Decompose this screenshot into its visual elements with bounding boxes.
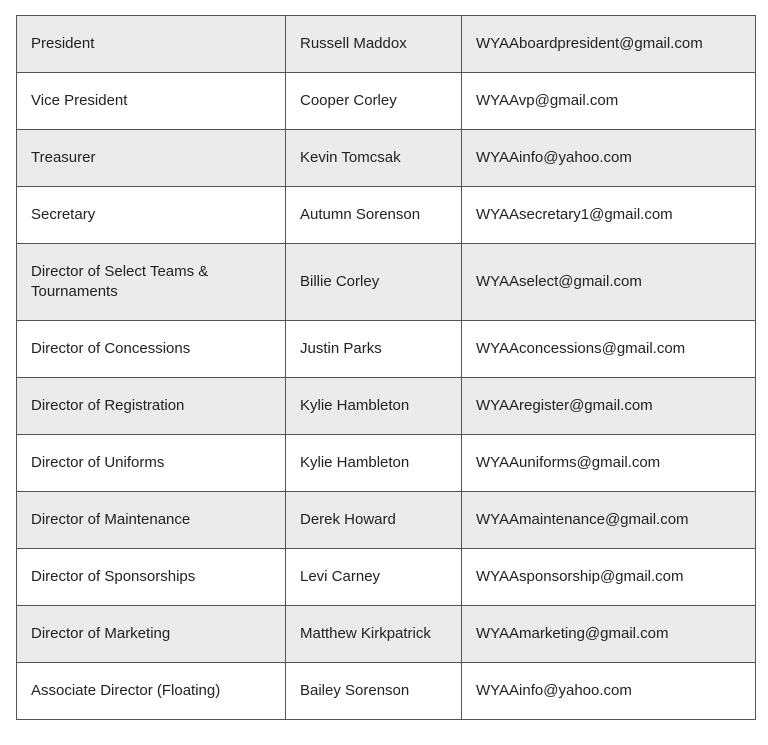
email-cell: WYAAuniforms@gmail.com: [462, 435, 756, 492]
table-row: [17, 73, 756, 130]
role-cell: Treasurer: [17, 130, 286, 187]
table-row: [17, 16, 756, 73]
email-cell: WYAAsecretary1@gmail.com: [462, 187, 756, 244]
name-cell: Kylie Hambleton: [286, 378, 462, 435]
table-row: [17, 244, 756, 321]
email-cell: WYAAmaintenance@gmail.com: [462, 492, 756, 549]
table-row: [17, 606, 756, 663]
name-cell: Russell Maddox: [286, 16, 462, 73]
role-cell: Director of Sponsorships: [17, 549, 286, 606]
email-cell: WYAAvp@gmail.com: [462, 73, 756, 130]
table-row: [17, 492, 756, 549]
name-cell: Levi Carney: [286, 549, 462, 606]
email-cell: WYAAinfo@yahoo.com: [462, 130, 756, 187]
role-cell: Director of Marketing: [17, 606, 286, 663]
role-cell: Vice President: [17, 73, 286, 130]
email-cell: WYAAsponsorship@gmail.com: [462, 549, 756, 606]
name-cell: Matthew Kirkpatrick: [286, 606, 462, 663]
name-cell: Autumn Sorenson: [286, 187, 462, 244]
name-cell: Kevin Tomcsak: [286, 130, 462, 187]
email-cell: WYAAconcessions@gmail.com: [462, 321, 756, 378]
name-cell: Bailey Sorenson: [286, 663, 462, 720]
role-cell: Director of Registration: [17, 378, 286, 435]
email-cell: WYAAmarketing@gmail.com: [462, 606, 756, 663]
role-cell: Director of Concessions: [17, 321, 286, 378]
table-row: [17, 549, 756, 606]
table-row: [17, 435, 756, 492]
table-row: [17, 130, 756, 187]
role-cell: Secretary: [17, 187, 286, 244]
email-cell: WYAAselect@gmail.com: [462, 244, 756, 321]
table-row: [17, 321, 756, 378]
role-cell: Director of Maintenance: [17, 492, 286, 549]
name-cell: Kylie Hambleton: [286, 435, 462, 492]
email-cell: WYAAboardpresident@gmail.com: [462, 16, 756, 73]
table-row: [17, 378, 756, 435]
email-cell: WYAAregister@gmail.com: [462, 378, 756, 435]
email-cell: WYAAinfo@yahoo.com: [462, 663, 756, 720]
role-cell: President: [17, 16, 286, 73]
name-cell: Billie Corley: [286, 244, 462, 321]
name-cell: Justin Parks: [286, 321, 462, 378]
table-row: [17, 187, 756, 244]
role-cell: Associate Director (Floating): [17, 663, 286, 720]
role-cell: Director of Select Teams & Tournaments: [17, 244, 286, 321]
name-cell: Derek Howard: [286, 492, 462, 549]
name-cell: Cooper Corley: [286, 73, 462, 130]
role-cell: Director of Uniforms: [17, 435, 286, 492]
table-row: [17, 663, 756, 720]
board-members-table: [16, 15, 756, 720]
